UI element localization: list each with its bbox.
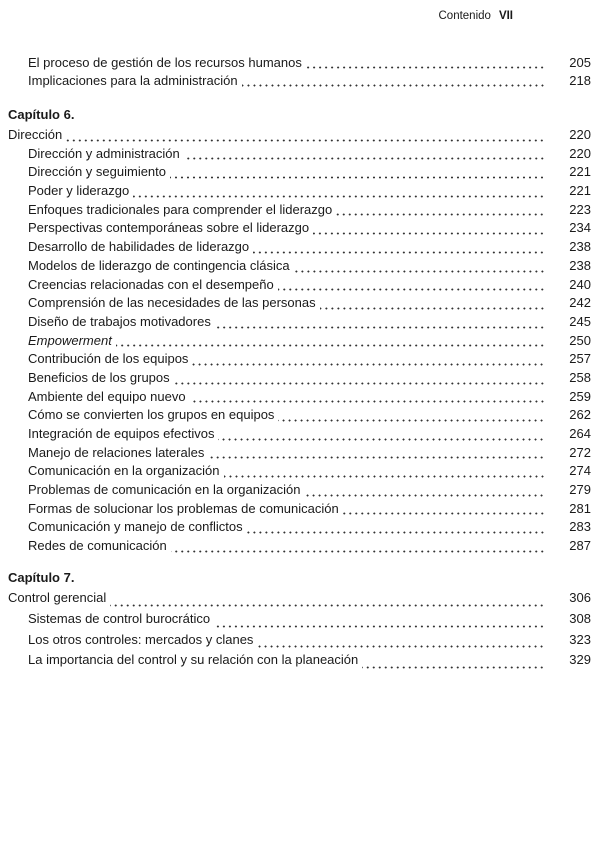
dot-leader	[133, 195, 545, 198]
toc-section-chapter-6	[8, 107, 591, 557]
toc-entry-page: 220	[569, 145, 591, 161]
toc-entry-title: Cómo se convierten los grupos en equipos	[28, 407, 275, 423]
toc-entry-page: 272	[569, 444, 591, 460]
running-header	[439, 9, 514, 24]
toc-entry-title: Dirección y seguimiento	[28, 164, 167, 180]
toc-entry-title: Dirección y administración	[28, 145, 180, 161]
dot-leader	[306, 66, 545, 69]
toc-entry-title: El proceso de gestión de los recursos humanos	[28, 55, 302, 70]
toc-entry-page: 242	[569, 295, 591, 311]
toc-entry-page: 238	[569, 239, 591, 255]
toc-entry[interactable]	[8, 445, 591, 464]
dot-leader	[242, 84, 545, 87]
toc-entry[interactable]	[8, 258, 591, 277]
toc-entry[interactable]	[8, 590, 591, 611]
toc-entry[interactable]	[8, 389, 591, 408]
toc-entry[interactable]	[8, 632, 591, 653]
toc-entry-title: Modelos de liderazgo de contingencia clásica	[28, 257, 290, 273]
toc-entry[interactable]	[8, 652, 591, 673]
chapter-heading: Capítulo 6.	[8, 107, 75, 122]
dot-leader	[218, 438, 545, 441]
toc-entry[interactable]	[8, 482, 591, 501]
dot-leader	[336, 213, 545, 216]
toc-entry-title: Dirección	[8, 127, 63, 142]
toc-entry-page: 306	[569, 590, 591, 605]
dot-leader	[116, 344, 545, 347]
toc-entry-title: Implicaciones para la administración	[28, 73, 238, 88]
toc-entry-page: 274	[569, 463, 591, 479]
chapter-heading: Capítulo 7.	[8, 570, 75, 585]
toc-entry-title: Integración de equipos efectivos	[28, 426, 215, 441]
toc-entry-page: 218	[569, 73, 591, 88]
dot-leader	[313, 232, 545, 235]
toc-entry[interactable]	[8, 146, 591, 165]
dot-leader	[362, 666, 545, 669]
toc-entry-page: 238	[569, 257, 591, 273]
toc-entry-page: 221	[569, 164, 591, 180]
toc-entry-page: 205	[569, 55, 591, 70]
toc-entry-page: 281	[569, 500, 591, 516]
toc-entry[interactable]	[8, 407, 591, 426]
dot-leader	[294, 270, 545, 273]
toc-entry-title: Contribución de los equipos	[28, 351, 189, 367]
dot-leader	[208, 456, 545, 459]
toc-entry[interactable]	[8, 202, 591, 221]
toc-entry-title: Comprensión de las necesidades de las personas	[28, 295, 316, 311]
toc-entry[interactable]	[8, 73, 591, 91]
dot-leader	[170, 176, 545, 179]
toc-entry-page: 220	[569, 127, 591, 142]
toc-entry-title: Problemas de comunicación en la organización	[28, 482, 301, 498]
toc-entry-page: 329	[569, 652, 591, 668]
toc-entry[interactable]	[8, 239, 591, 258]
toc-entry[interactable]	[8, 183, 591, 202]
dot-leader	[214, 625, 545, 628]
header-page-number: VII	[498, 10, 513, 22]
toc-entry[interactable]	[8, 127, 591, 146]
toc-entry-page: 234	[569, 220, 591, 236]
toc-entry-page: 223	[569, 201, 591, 217]
toc-entry-title: Control gerencial	[8, 590, 107, 605]
toc-entry-page: 259	[569, 388, 591, 404]
toc-entry-title: Beneficios de los grupos	[28, 369, 170, 385]
toc-entry-title: Poder y liderazgo	[28, 183, 130, 199]
toc-entry-title: Ambiente del equipo nuevo	[28, 388, 186, 404]
toc-entry-page: 279	[569, 482, 591, 498]
dot-leader	[110, 604, 545, 607]
toc-section-chapter-7	[8, 570, 591, 673]
toc-entry[interactable]	[8, 611, 591, 632]
toc-entry-title: Diseño de trabajos motivadores	[28, 313, 211, 329]
toc-entry-page: 250	[569, 332, 591, 348]
toc-entry-title: Creencias relacionadas con el desempeño	[28, 276, 274, 292]
toc-entry-title: Los otros controles: mercados y clanes	[28, 631, 254, 647]
toc-entry-page: 257	[569, 351, 591, 367]
toc-entry-page: 262	[569, 407, 591, 423]
dot-leader	[320, 307, 545, 310]
dot-leader	[224, 475, 545, 478]
toc-entry[interactable]	[8, 277, 591, 296]
toc-entry-title: Comunicación en la organización	[28, 463, 220, 479]
toc-entry-title: Desarrollo de habilidades de liderazgo	[28, 239, 250, 255]
toc-entry-page: 245	[569, 313, 591, 329]
dot-leader	[171, 550, 545, 553]
toc-entry-page: 264	[569, 426, 591, 441]
toc-entry[interactable]	[8, 333, 591, 352]
toc-entry[interactable]	[8, 164, 591, 183]
toc-entry-page: 221	[569, 183, 591, 199]
dot-leader	[304, 494, 545, 497]
toc-entry[interactable]	[8, 314, 591, 333]
toc-entry-page: 240	[569, 276, 591, 292]
toc-entry-title: Sistemas de control burocrático	[28, 610, 211, 626]
dot-leader	[190, 400, 545, 403]
toc-entry[interactable]	[8, 295, 591, 314]
dot-leader	[343, 512, 545, 515]
toc-entry-title: Manejo de relaciones laterales	[28, 444, 205, 460]
toc-entry-title: Empowerment	[28, 332, 112, 348]
toc-entry-title: Enfoques tradicionales para comprender el liderazgo	[28, 201, 333, 217]
dot-leader	[278, 288, 545, 291]
toc-entry[interactable]	[8, 538, 591, 557]
toc-entry-page: 258	[569, 369, 591, 385]
dot-leader	[184, 157, 545, 160]
toc-entry[interactable]	[8, 426, 591, 445]
dot-leader	[66, 139, 545, 142]
header-section-title: Contenido	[438, 10, 491, 22]
toc-entry-title: Formas de solucionar los problemas de comunicación	[28, 500, 339, 516]
toc-entry-page: 283	[569, 519, 591, 535]
toc-entry-page: 287	[569, 538, 591, 554]
dot-leader	[257, 645, 545, 648]
dot-leader	[247, 531, 545, 534]
toc-entry-title: Perspectivas contemporáneas sobre el liderazgo	[28, 220, 310, 236]
toc-entry-title: Comunicación y manejo de conflictos	[28, 519, 243, 535]
toc-entry[interactable]	[8, 501, 591, 520]
toc-section-continued	[8, 55, 591, 91]
toc-entry[interactable]	[8, 351, 591, 370]
toc-entry-page: 323	[569, 631, 591, 647]
toc-entry[interactable]	[8, 370, 591, 389]
dot-leader	[215, 326, 545, 329]
toc-entry[interactable]	[8, 463, 591, 482]
dot-leader	[253, 251, 545, 254]
dot-leader	[174, 382, 545, 385]
toc-entry[interactable]	[8, 55, 591, 73]
dot-leader	[278, 419, 545, 422]
toc-entry-title: La importancia del control y su relación con la planeación	[28, 652, 359, 668]
toc-entry-page: 308	[569, 610, 591, 626]
toc-entry[interactable]	[8, 220, 591, 239]
toc-entry-title: Redes de comunicación	[28, 538, 167, 554]
dot-leader	[192, 363, 545, 366]
toc-entry[interactable]	[8, 519, 591, 538]
